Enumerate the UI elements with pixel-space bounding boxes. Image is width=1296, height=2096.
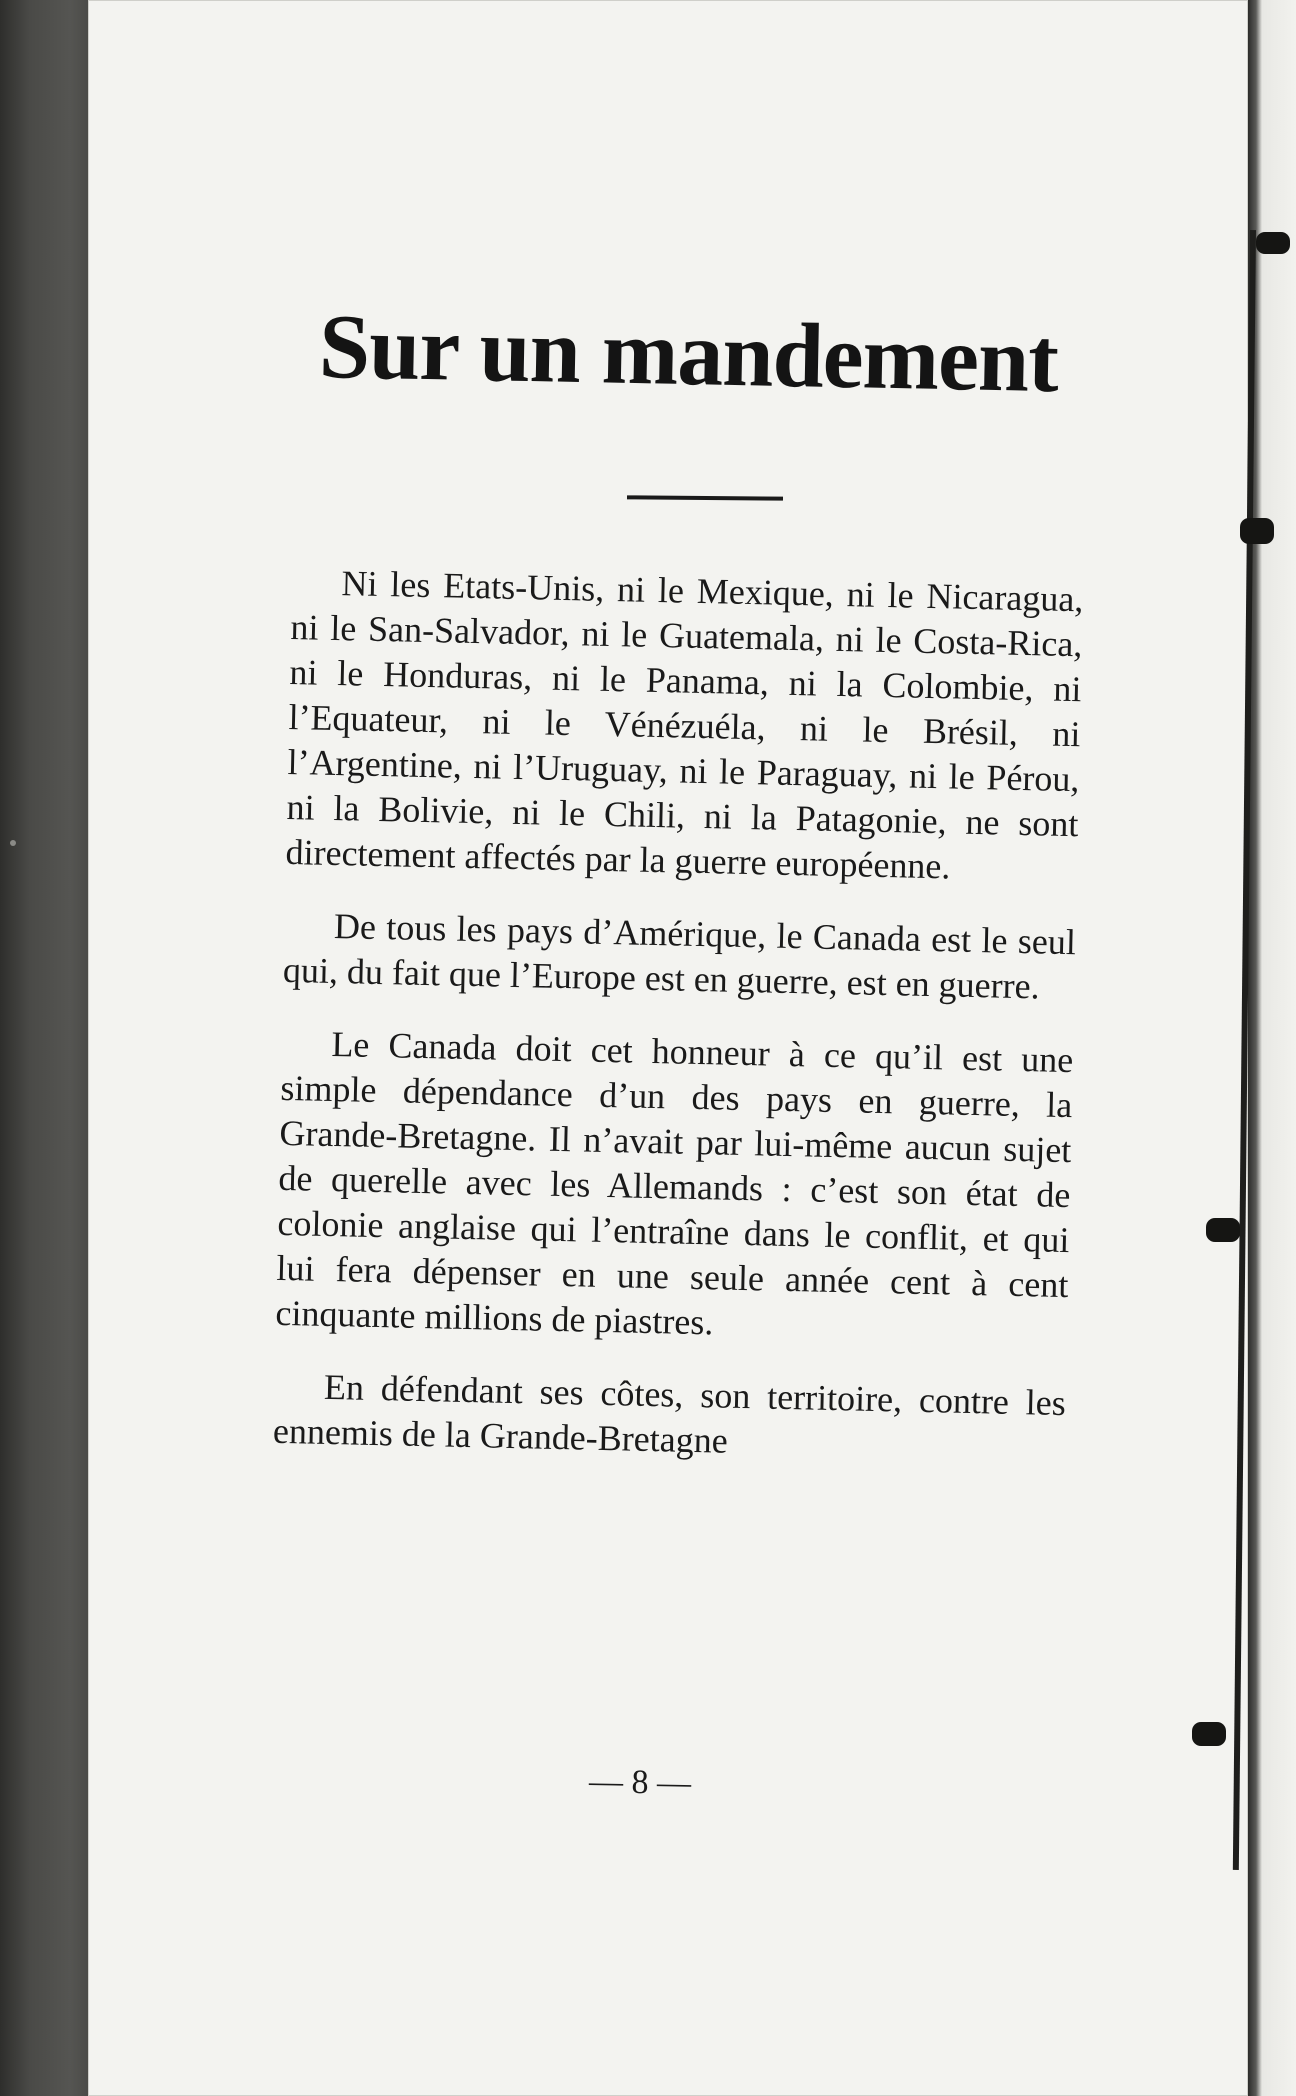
paragraph: Le Canada doit cet honneur à ce qu’il est une simple dépendance d’un des pays en guerre, la Grande-Bretagne. Il n’avait par lui-même aucun sujet de querelle avec les Allemands : c’est son état de colonie anglaise qui l’entraîne dans le conflit, et qui lui fera dépenser en une seule année cent à cent cinquante millions de piastres. <box>275 1023 1074 1343</box>
article-body <box>272 560 1084 1499</box>
binding-knot <box>1192 1722 1226 1746</box>
page-number: — 8 — <box>588 1763 692 1802</box>
binding-knot <box>1240 518 1274 544</box>
page-title: Sur un mandement <box>318 295 1059 412</box>
paragraph: De tous les pays d’Amérique, le Canada est le seul qui, du fait que l’Europe est en guerre, est en guerre. <box>282 906 1077 1007</box>
margin-speck <box>10 840 16 846</box>
paragraph: Ni les Etats-Unis, ni le Mexique, ni le Nicaragua, ni le San-Salvador, ni le Guatemala, ni le Costa-Rica, ni le Honduras, ni le Panama, ni la Colombie, ni l’Equateur, ni le Vénézuéla, ni le Brésil, ni l’Argentine, ni l’Uruguay, ni le Paraguay, ni le Pérou, ni la Bolivie, ni le Chili, ni la Patagonie, ne sont directement affectés par la guerre européenne. <box>285 563 1084 887</box>
binding-knot <box>1206 1218 1240 1242</box>
facing-page-edge <box>1248 0 1296 2096</box>
binding-knot <box>1256 232 1290 254</box>
paragraph: En défendant ses côtes, son territoire, contre les ennemis de la Grande-Bretagne <box>272 1366 1067 1461</box>
